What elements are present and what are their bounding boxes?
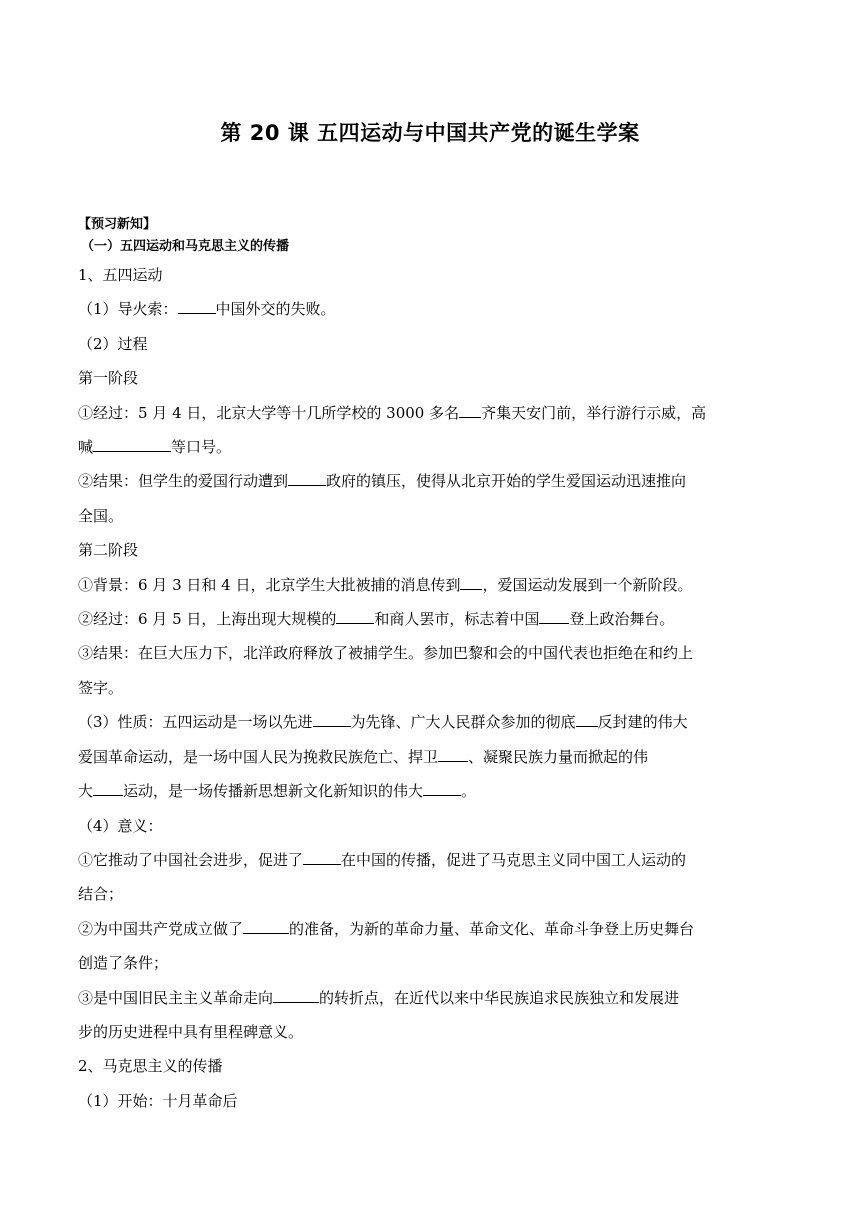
paragraph-8: 全国。	[78, 506, 124, 525]
paragraph-18: ①它推动了中国社会进步，促进了 在中国的传播，促进了马克思主义同中国工人运动的	[78, 843, 782, 877]
paragraph-22: ③是中国旧民主主义革命走向 的转折点，在近代以来中华民族追求民族独立和发展进	[78, 981, 782, 1015]
paragraph-20: ②为中国共产党成立做了 的准备，为新的革命力量、革命文化、革命斗争登上历史舞台	[78, 912, 782, 946]
paragraph-4: 第一阶段	[78, 369, 139, 388]
paragraph-5: ①经过：5 月 4 日，北京大学等十几所学校的 3000 多名 齐集天安门前，举行游行示威，高	[78, 396, 782, 430]
fill-blank[interactable]	[459, 401, 481, 418]
page-title: 第 20 课 五四运动与中国共产党的诞生学案	[220, 121, 640, 145]
paragraph-9: 第二阶段	[78, 541, 139, 560]
subsection-heading: （一）五四运动和马克思主义的传播	[81, 239, 290, 254]
fill-blank[interactable]	[273, 986, 319, 1003]
paragraph-11: ②经过：6 月 5 日，上海出现大规模的 和商人罢市，标志着中国 登上政治舞台。	[78, 602, 782, 636]
fill-blank[interactable]	[313, 710, 351, 727]
fill-blank[interactable]	[438, 745, 468, 762]
paragraph-17: （4）意义：	[78, 816, 163, 835]
paragraph-25: （1）开始：十月革命后	[78, 1091, 238, 1110]
paragraph-13: 签字。	[78, 678, 124, 697]
paragraph-3: （2）过程	[78, 334, 148, 353]
paragraph-12: ③结果：在巨大压力下，北洋政府释放了被捕学生。参加巴黎和会的中国代表也拒绝在和约上	[78, 644, 694, 663]
fill-blank[interactable]	[336, 607, 374, 624]
paragraph-10: ①背景：6 月 3 日和 4 日，北京学生大批被捕的消息传到 ，爱国运动发展到一个新阶段。	[78, 568, 782, 602]
fill-blank[interactable]	[93, 435, 171, 452]
fill-blank[interactable]	[93, 779, 123, 796]
paragraph-24: 2、马克思主义的传播	[78, 1057, 223, 1076]
fill-blank[interactable]	[460, 573, 482, 590]
fill-blank[interactable]	[243, 917, 289, 934]
fill-blank[interactable]	[288, 469, 326, 486]
fill-blank[interactable]	[178, 297, 216, 314]
section-heading: 【预习新知】	[78, 217, 157, 232]
paragraph-16: 大 运动，是一场传播新思想新文化新知识的伟大 。	[78, 774, 782, 808]
fill-blank[interactable]	[576, 710, 598, 727]
paragraph-14: （3）性质：五四运动是一场以先进 为先锋、广大人民群众参加的彻底 反封建的伟大	[78, 705, 782, 739]
paragraph-21: 创造了条件；	[78, 954, 169, 973]
paragraph-19: 结合；	[78, 885, 124, 904]
paragraph-15: 爱国革命运动，是一场中国人民为挽救民族危亡、捍卫 、凝聚民族力量而掀起的伟	[78, 740, 782, 774]
paragraph-1: 1、五四运动	[78, 266, 163, 284]
fill-blank[interactable]	[423, 779, 461, 796]
paragraph-7: ②结果：但学生的爱国行动遭到 政府的镇压，使得从北京开始的学生爱国运动迅速推向	[78, 464, 782, 498]
fill-blank[interactable]	[303, 848, 341, 865]
paragraph-2: （1）导火索： 中国外交的失败。	[78, 292, 782, 326]
paragraph-23: 步的历史进程中具有里程碑意义。	[78, 1022, 304, 1041]
fill-blank[interactable]	[539, 607, 569, 624]
document-body	[78, 214, 782, 1118]
paragraph-6: 喊 等口号。	[78, 430, 782, 464]
